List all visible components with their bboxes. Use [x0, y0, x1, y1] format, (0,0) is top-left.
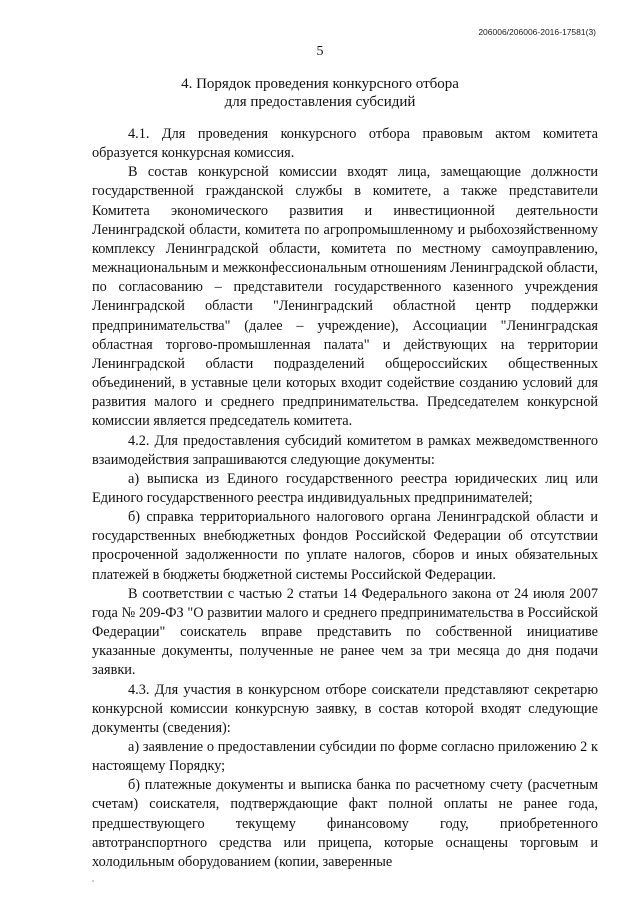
paragraph-4-2: 4.2. Для предоставления субсидий комитетом в рамках межведомственного взаимодействия запрашиваются следующие документы: — [92, 432, 598, 468]
paragraph-federal-law: В соответствии с частью 2 статьи 14 Федерального закона от 24 июля 2007 года № 209-ФЗ "О развитии малого и среднего предпринимательства в Российской Федерации" соискатель вправе представить по собственной инициативе указанные документы, полученные не ранее чем за три месяца до дня подачи заявки. — [92, 585, 598, 679]
paragraph-4-2-a: а) выписка из Единого государственного реестра юридических лиц или Единого государственного реестра индивидуальных предпринимателей; — [92, 470, 598, 506]
section-title-line-2: для предоставления субсидий — [224, 94, 416, 110]
paragraph-4-1: 4.1. Для проведения конкурсного отбора правовым актом комитета образуется конкурсная комиссия. — [92, 126, 598, 162]
document-body — [92, 125, 598, 872]
paragraph-4-3-b: б) платежные документы и выписка банка по расчетному счету (расчетным счетам) соискателя, подтверждающие факт полной оплаты не ранее года, предшествующего текущему финансовому году, приобретенного автотранспортного средства или прицепа, которые оснащены торговым и холодильным оборудованием (копии, заверенные — [92, 777, 598, 870]
section-title-line-1: 4. Порядок проведения конкурсного отбора — [181, 76, 459, 92]
paragraph-4-3-a: а) заявление о предоставлении субсидии по форме согласно приложению 2 к настоящему Порядку; — [92, 739, 598, 775]
paragraph-4-2-b: б) справка территориального налогового органа Ленинградской области и государственных внебюджетных фондов Российской Федерации об отсутствии просроченной задолженности по уплате налогов, сборов и иных обязательных платежей в бюджеты бюджетной системы Российской Федерации. — [92, 509, 598, 583]
section-title — [0, 75, 640, 111]
scan-speck — [92, 880, 94, 882]
paragraph-commission-composition: В состав конкурсной комиссии входят лица, замещающие должности государственной гражданской службы в комитете, а также представители Комитета экономического развития и инвестиционной деятельности Ленинградской области, комитета по агропромышленному и рыбохозяйственному комплексу Ленинградской области, комитета по местному самоуправлению, межнациональным и межконфессиональным отношениям Ленинградской области, по согласованию – представители государственного казенного учреждения Ленинградской области "Ленинградский областной центр поддержки предпринимательства" (далее – учреждение), Ассоциации "Ленинградская областная торгово-промышленная палата" и действующих на территории Ленинградской области подразделений общероссийских общественных объединений, в уставные цели которых входит содействие созданию условий для развития малого и среднего предпринимательства. Председателем конкурсной комиссии является председатель комитета. — [92, 164, 598, 430]
page-number: 5 — [316, 44, 324, 59]
document-id: 206006/206006-2016-17581(3) — [478, 27, 596, 37]
paragraph-4-3: 4.3. Для участия в конкурсном отборе соискатели представляют секретарю конкурсной комиссии конкурсную заявку, в состав которой входят следующие документы (сведения): — [92, 681, 598, 736]
